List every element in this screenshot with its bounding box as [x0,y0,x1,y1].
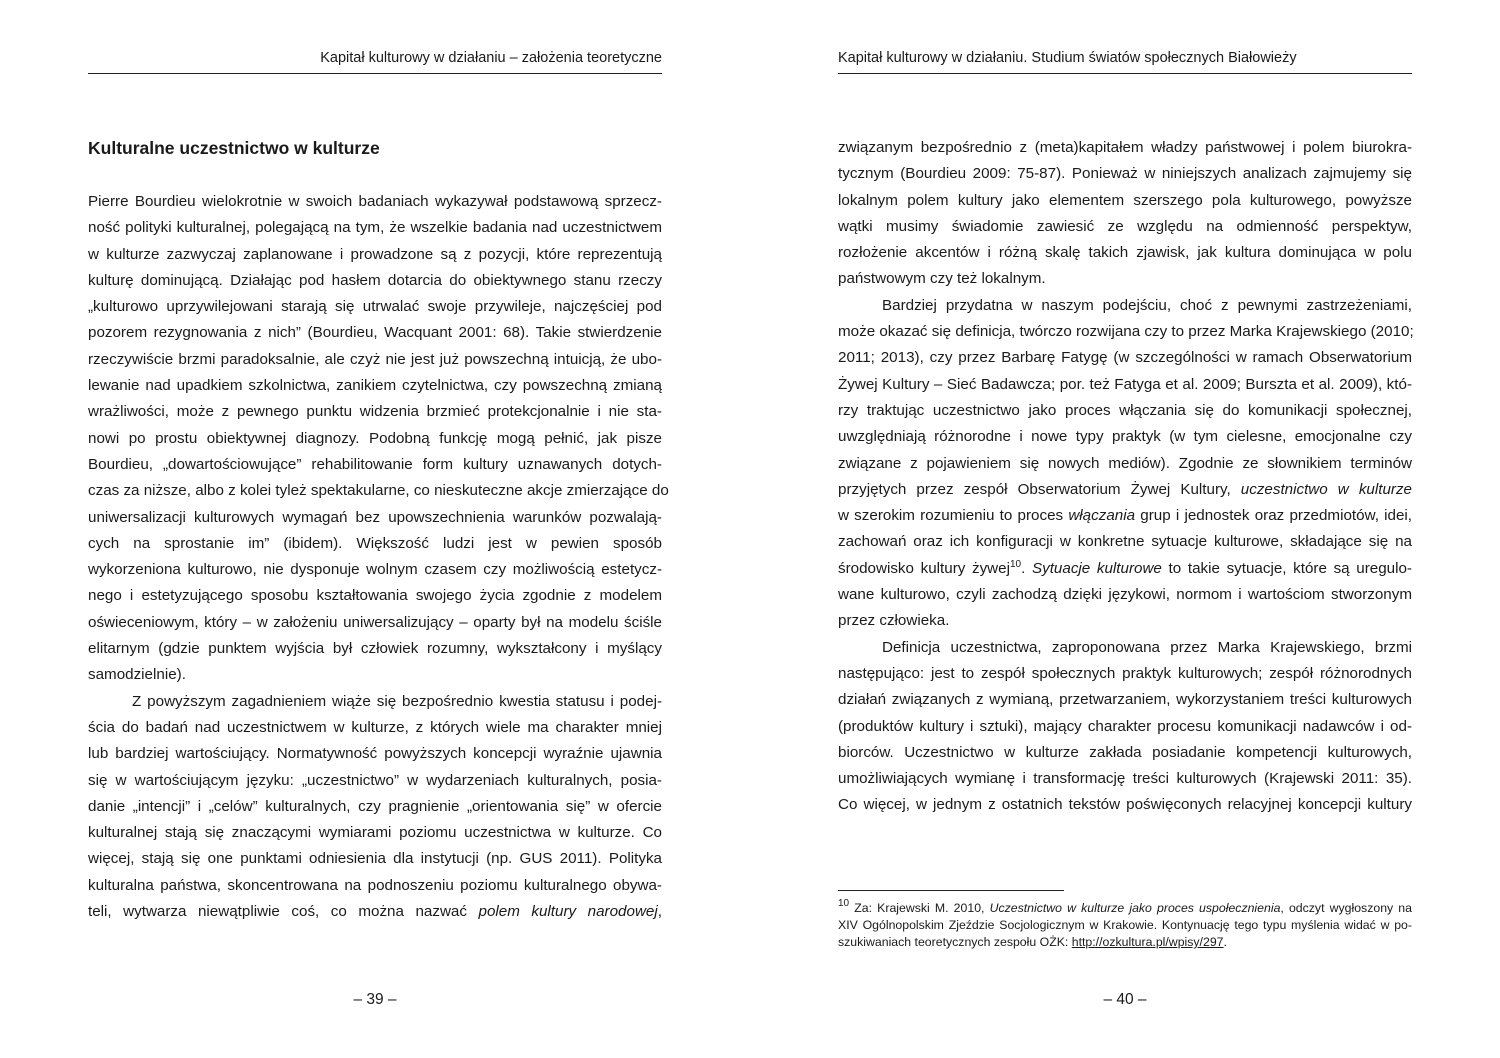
italic-term: polem kultury narodowej [478,903,658,921]
body-text [838,135,1412,819]
text-line: ność polityki kulturalnej, polegającą na tym, że wszelkie badania nad uczestnictwem [88,219,662,237]
text-line: cych na sprostanie im” (ibidem). Większość ludzi jest w pewien sposób [88,534,662,552]
text-line: lub bardziej wartościujący. Normatywność powyższych koncepcji wyraźnie ujawnia [88,745,662,763]
text-line: Definicja uczestnictwa, zaproponowana przez Marka Krajewskiego, brzmi [882,638,1412,656]
footnote-link[interactable]: http://ozkultura.pl/wpisy/297 [1071,935,1224,950]
text-line: w kulturze zazwyczaj zaplanowane i prowadzone są z pozycji, które reprezentują [88,245,662,263]
text-line: może okazać się definicja, twórczo rozwijana czy to przez Marka Krajewskiego (2010; [838,323,1414,341]
text-line: nego i estetyzującego sposobu kształtowania swojego życia zgodnie z modelem [88,587,662,605]
text-line [88,899,662,925]
text-line: kulturalnej stają się znaczącymi wymiarami poziomu uczestnictwa w kulturze. Co [88,824,662,842]
text-line: „kulturowo uprzywilejowani starają się utrwalać swoje przywileje, najczęściej pod [88,298,662,316]
text-line: kulturę dominującą. Działając pod hasłem dotarcia do obiektywnego stanu rzeczy [88,271,662,289]
italic-term: włączania [1068,507,1136,525]
text-segment: to takie sytuacje, które są uregulo- [1161,559,1412,577]
text-line: wrażliwości, może z pewnego punktu widzenia brzmieć protekcjonalnie i nie sta- [88,403,662,421]
text-line: się w wartościującym języku: „uczestnictwo” w wydarzeniach kulturalnych, posia- [88,771,662,789]
text-line [838,503,1412,529]
text-line: pozorem rezygnowania z nich” (Bourdieu, Wacquant 2001: 68). Takie stwierdzenie [88,324,662,342]
text-line: Z powyższym zagadnieniem wiąże się bezpośrednio kwestia statusu i podej- [132,692,662,710]
text-line: związane z pojawieniem się nowych mediów). Zgodnie ze słownikiem terminów [838,454,1412,472]
text-line: biorców. Uczestnictwo w kulturze zakłada posiadanie kompetencji kulturowych, [838,743,1412,761]
text-line: ścia do badań nad uczestnictwem w kulturze, z których wiele ma charakter mniej [88,718,662,736]
text-segment: w szerokim rozumieniu to proces [838,507,1069,525]
italic-term: uczestnictwo w kulturze [1240,480,1412,498]
text-line [838,556,1412,582]
text-line: więcej, stają się one punktami odniesienia dla instytucji (np. GUS 2011). Polityka [88,850,662,868]
text-line: umożliwiających wymianę i transformację treści kulturowych (Krajewski 2011: 35). [838,770,1412,788]
text-line: Bourdieu, „dowartościowujące” rehabilitowanie form kultury uznawanych dotych- [88,455,662,473]
footnote-rule [838,890,1064,891]
footnote [838,900,1412,952]
footnote-line: XIV Ogólnopolskim Zjeździe Socjologicznym w Krakowie. Kontynuację tego typu myślenia widać w po- [838,918,1412,933]
text-line: oświeceniowym, który – w założeniu uniwersalizujący – oparty był na modelu ściśle [88,613,662,631]
text-line: rzeczywiście brzmi paradoksalnie, ale czyż nie jest już powszechną intuicją, że ubo- [88,350,662,368]
text-segment: przyjętych przez zespół Obserwatorium Żywej Kultury, [838,480,1241,498]
text-line: 2011; 2013), czy przez Barbarę Fatygę (w szczególności w ramach Obserwatorium [838,349,1412,367]
text-line: lokalnym polem kultury jako elementem szerszego pola kulturowego, powyższe [838,191,1412,209]
footnote-number: 10 [838,898,850,909]
text-line: związanym bezpośrednio z (meta)kapitałem władzy państwowej i polem biurokra- [838,139,1412,156]
text-line: wane kulturowo, czyli zachodzą dzięki językowi, normom i wartościom stworzonym [838,586,1412,604]
text-segment: szukiwaniach teoretycznych zespołu OŻK: [838,935,1072,950]
italic-term: Uczestnictwo w kulturze jako proces uspołecznienia [989,901,1281,915]
text-line: elitarnym (gdzie punktem wyjścia był człowiek rozumny, wykształcony i myślący [88,640,662,658]
text-line [838,477,1412,503]
text-segment: teli, wytwarza niewątpliwie coś, co można nazwać [88,903,467,921]
right-page [838,0,1412,1058]
text-line: (produktów kultury i sztuki), mający charakter procesu komunikacji nadawców i od- [838,717,1412,735]
text-line: czas za niższe, albo z kolei tyleż spektakularne, co nieskuteczne akcje zmierzające do [88,482,669,500]
section-title: Kulturalne uczestnictwo w kulturze [88,138,380,158]
text-line: nowi po prostu obiektywnej diagnozy. Podobną funkcję mogą pełnić, jak pisze [88,429,662,447]
footnote-ref: 10 [1009,558,1022,570]
header-rule [838,73,1412,74]
text-line: następująco: jest to zespół społecznych praktyk kulturowych; zespół różnorodnych [838,664,1412,682]
text-line: działań związanych z wymianą, przetwarzaniem, wykorzystaniem treści kulturowych [838,691,1412,709]
text-line: Bardziej przydatna w naszym podejściu, choć z pewnymi zastrzeżeniami, [882,296,1412,314]
page-number: – 39 – [353,991,397,1008]
text-segment: . [1021,559,1032,577]
text-segment: . [1223,935,1227,950]
text-line: tycznym (Bourdieu 2009: 75-87). Ponieważ w niniejszych analizach zajmujemy się [838,165,1412,183]
italic-term: Sytuacje kulturowe [1031,559,1162,577]
text-line: rzy traktując uczestnictwo jako proces włączania się do komunikacji społecznej, [838,401,1412,419]
header-rule [88,73,662,74]
text-line: Co więcej, w jednym z ostatnich tekstów poświęconych relacyjnej koncepcji kultury [838,796,1412,814]
text-segment: , odczyt wygłoszony na [1280,901,1412,915]
page-number: – 40 – [1103,991,1147,1008]
left-page [88,0,669,1058]
text-line: państwowym czy też lokalnym. [838,270,1046,288]
text-line: zachowań oraz ich konfiguracji w konkretne sytuacje kulturowe, składające się na [838,533,1412,551]
footnote-line [838,934,1412,951]
text-line: wątki musimy świadomie zawiesić ze względu na odmienność perspektyw, [838,217,1412,235]
text-line: Żywej Kultury – Sieć Badawcza; por. też Fatyga et al. 2009; Burszta et al. 2009), któ- [838,375,1412,393]
text-segment: Za: Krajewski M. 2010, [849,901,990,915]
text-line: rozłożenie akcentów i różną skalę takich zjawisk, jak kultura dominująca w polu [838,244,1412,262]
text-line: przez człowieka. [838,612,950,630]
running-head: Kapitał kulturowy w działaniu – założenia teoretyczne [320,50,662,66]
text-segment: środowisko kultury żywej [838,559,1010,577]
text-line: kulturalna państwa, skoncentrowana na podnoszeniu poziomu kulturalnego obywa- [88,876,662,894]
text-segment: grup i jednostek oraz przedmiotów, idei, [1135,507,1412,525]
text-line: samodzielnie). [88,666,186,684]
body-text [88,189,669,925]
text-line: uniwersalizacji kulturowych wymagań bez upowszechnienia warunków pozwalają- [88,508,662,526]
text-line: Pierre Bourdieu wielokrotnie w swoich badaniach wykazywał podstawową sprzecz- [88,193,662,210]
text-line: wykorzeniona kulturowo, nie dysponuje wolnym czasem czy możliwością estetycz- [88,561,662,579]
text-line: lewanie nad upadkiem szkolnictwa, zanikiem czytelnictwa, czy powszechną zmianą [88,377,662,395]
footnote-line [838,900,1412,917]
text-segment: , [657,903,662,921]
running-head: Kapitał kulturowy w działaniu. Studium światów społecznych Białowieży [838,50,1297,66]
text-line: danie „intencji” i „celów” kulturalnych, czy pragnienie „orientowania się” w ofercie [88,797,662,815]
text-line: uwzględniają różnorodne i nowe typy praktyk (w tym cielesne, emocjonalne czy [838,428,1412,446]
